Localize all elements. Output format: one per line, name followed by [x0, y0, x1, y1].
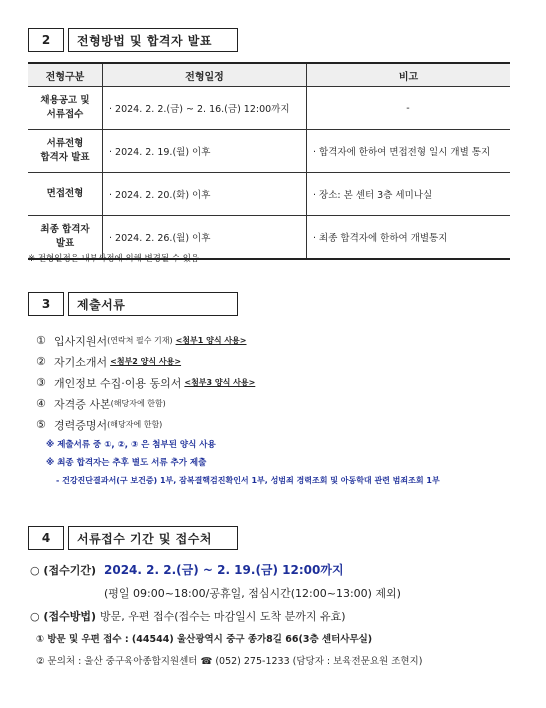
stage-label: 서류접수 [46, 109, 84, 120]
item-note: (해당자에 한함) [110, 399, 166, 408]
schedule-cell: · 2024. 2. 2.(금) ~ 2. 16.(금) 12:00까지 [103, 87, 307, 130]
table-header-row [28, 63, 510, 87]
list-item [36, 393, 440, 414]
stage-label: 면접전형 [46, 187, 84, 199]
method-label: ○ (접수방법) [30, 609, 96, 623]
form-note-text: ※ 제출서류 중 ①, ②, ③ 은 첨부된 양식 사용 [46, 440, 216, 450]
column-header: 전형구분 [28, 63, 103, 87]
note-cell: · 최종 합격자에 한하여 개별통지 [307, 216, 511, 260]
attachment-ref: <첨부2 양식 사용> [110, 357, 182, 366]
item-label: 개인정보 수집·이용 동의서 [54, 376, 182, 390]
schedule-cell: · 2024. 2. 20.(화) 이후 [103, 173, 307, 216]
section-3-heading [28, 292, 238, 316]
schedule-table [28, 62, 510, 260]
document-list [36, 330, 440, 489]
item-number: ② [36, 355, 46, 368]
stage-cell [28, 173, 103, 216]
table-row [28, 130, 510, 173]
table-row [28, 173, 510, 216]
stage-label: 합격자 발표 [40, 152, 90, 163]
period-sub: (평일 09:00~18:00/공휴일, 점심시간(12:00~13:00) 제외) [104, 586, 401, 600]
column-header: 비고 [307, 63, 511, 87]
period-line [30, 558, 422, 581]
address-line: ① 방문 및 우편 접수 : (44544) 울산광역시 중구 종가8길 66(3층 센터사무실) [36, 634, 373, 645]
stage-label: 최종 합격자 [40, 223, 90, 235]
section-2-heading [28, 28, 238, 52]
item-note: (연락처 필수 기재) [107, 336, 173, 345]
list-item [36, 414, 440, 435]
stage-cell [28, 130, 103, 173]
item-number: ⑤ [36, 418, 46, 431]
period-sub-line [30, 581, 422, 604]
item-label: 자격증 사본 [54, 397, 111, 411]
extra-docs-text: - 건강진단결과서(구 보건증) 1부, 잠복결핵검진확인서 1부, 성범죄 경력조회 및 아동학대 관련 범죄조회 1부 [56, 475, 440, 485]
section-title: 서류접수 기간 및 접수처 [68, 526, 238, 550]
note-cell: · 합격자에 한하여 면접전형 일시 개별 통지 [307, 130, 511, 173]
schedule-cell: · 2024. 2. 26.(월) 이후 [103, 216, 307, 260]
final-note-text: ※ 최종 합격자는 추후 별도 서류 추가 제출 [46, 458, 207, 468]
schedule-footnote: ※ 전형일정은 내부사정에 의해 변경될 수 있음 [28, 254, 200, 264]
attachment-ref: <첨부3 양식 사용> [184, 378, 256, 387]
note-cell: · 장소: 본 센터 3층 세미나실 [307, 173, 511, 216]
stage-label: 발표 [55, 238, 75, 249]
stage-cell [28, 87, 103, 130]
stage-label: 채용공고 및 [40, 94, 90, 106]
note-cell: - [307, 87, 511, 130]
method-line [30, 604, 422, 627]
submission-info [30, 558, 422, 671]
form-note [36, 435, 440, 453]
list-item [36, 351, 440, 372]
extra-docs-note [36, 471, 440, 489]
item-label: 입사지원서 [54, 334, 108, 348]
item-number: ③ [36, 376, 46, 389]
section-number: 3 [28, 292, 64, 316]
list-item [36, 372, 440, 393]
column-header: 전형일정 [103, 63, 307, 87]
section-title: 전형방법 및 합격자 발표 [68, 28, 238, 52]
final-note [36, 453, 440, 471]
attachment-ref: <첨부1 양식 사용> [175, 336, 247, 345]
section-number: 2 [28, 28, 64, 52]
item-label: 경력증명서 [54, 418, 108, 432]
section-4-heading [28, 526, 238, 550]
item-note: (해당자에 한함) [107, 420, 163, 429]
item-number: ④ [36, 397, 46, 410]
schedule-cell: · 2024. 2. 19.(월) 이후 [103, 130, 307, 173]
item-label: 자기소개서 [54, 355, 108, 369]
method-value: 방문, 우편 접수(접수는 마감일시 도착 분까지 유효) [100, 609, 346, 623]
period-value: 2024. 2. 2.(금) ~ 2. 19.(금) 12:00까지 [104, 563, 344, 577]
stage-label: 서류전형 [46, 137, 84, 149]
period-label: ○ (접수기간) [30, 563, 96, 577]
contact-line: ② 문의처 : 울산 중구육아종합지원센터 ☎ (052) 275-1233 (담당자 : 보육전문요원 조현지) [36, 656, 423, 667]
section-title: 제출서류 [68, 292, 238, 316]
table-row [28, 87, 510, 130]
list-item [36, 330, 440, 351]
section-number: 4 [28, 526, 64, 550]
item-number: ① [36, 334, 46, 347]
